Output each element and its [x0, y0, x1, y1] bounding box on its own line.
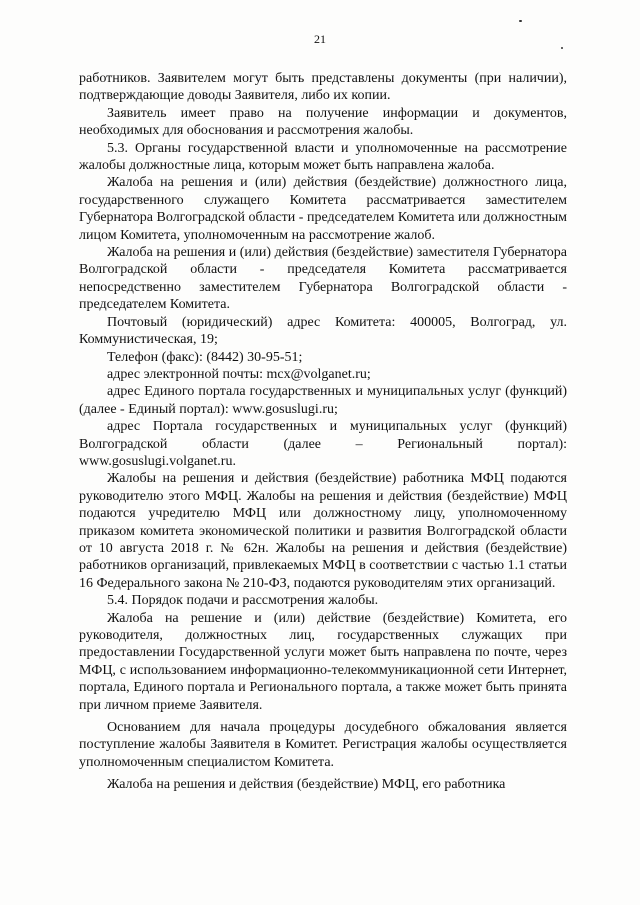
page-number: 21 — [314, 32, 326, 46]
phone-fax: Телефон (факс): (8442) 30-95-51; — [107, 349, 303, 365]
section-heading: 5.3. Органы государственной власти и уполномоченные на рассмотрение жалобы должностные лица, которым может быть направлена жалоба. — [79, 140, 567, 174]
paragraph: Жалоба на решения и (или) действия (бездействие) заместителя Губернатора Волгоградской области - председателя Комитета рассматривается непосредственно заместителем Губернатора Волгоградской области - председателем Комитета. — [79, 245, 567, 313]
paragraph: Основанием для начала процедуры досудебного обжалования является поступление жалобы Заявителя в Комитет. Регистрация жалобы осуществляется уполномоченным специалистом Комитета. — [79, 720, 567, 770]
document-body — [79, 70, 567, 794]
unified-portal-address: адрес Единого портала государственных и муниципальных услуг (функций) (далее - Единый портал): www.gosuslugi.ru; — [79, 384, 567, 417]
paragraph: Жалоба на решение и (или) действие (бездействие) Комитета, его руководителя, должностных лиц, государственных служащих при предоставлении Государственной услуги может быть направлена по почте, через МФЦ, с использованием информационно-телекоммуникационной сети Интернет, портала, Единого портала и Регионального портала, а также может быть принята при личном приеме Заявителя. — [79, 610, 567, 713]
paragraph: Жалоба на решения и (или) действия (бездействие) должностного лица, государственного служащего Комитета рассматривается заместителем Губернатора Волгоградской области - председателем Комитета или должностным лицом Комитета, уполномоченным на рассмотрение жалоб. — [79, 175, 567, 243]
postal-address: Почтовый (юридический) адрес Комитета: 400005, Волгоград, ул. Коммунистическая, 19; — [79, 314, 567, 348]
section-heading: 5.4. Порядок подачи и рассмотрения жалобы. — [107, 593, 379, 609]
email-address: адрес электронной почты: mcx@volganet.ru; — [107, 366, 371, 382]
scan-speck — [561, 47, 563, 49]
paragraph: Заявитель имеет право на получение информации и документов, необходимых для обоснования и рассмотрения жалобы. — [79, 105, 567, 139]
paragraph: работников. Заявителем могут быть представлены документы (при наличии), подтверждающие доводы Заявителя, либо их копии. — [79, 71, 567, 104]
scan-speck — [519, 20, 522, 22]
paragraph: Жалоба на решения и действия (бездействие) МФЦ, его работника — [107, 777, 506, 793]
paragraph: Жалобы на решения и действия (бездействие) работника МФЦ подаются руководителю этого МФЦ. Жалобы на решения и действия (бездействие) МФЦ подаются учредителю МФЦ или должностному лицу, уполномоченному приказом комитета экономической политики и развития Волгоградской области от 10 августа 2018 г. № 62н. Жалобы на решения и действия (бездействие) работников организаций, привлекаемых МФЦ в соответствии с частью 1.1 статьи 16 Федерального закона № 210-ФЗ, подаются руководителям этих организаций. — [79, 471, 567, 591]
regional-portal-address: адрес Портала государственных и муниципальных услуг (функций) Волгоградской области (далее – Региональный портал): www.gosuslugi.volganet.ru. — [79, 419, 567, 469]
